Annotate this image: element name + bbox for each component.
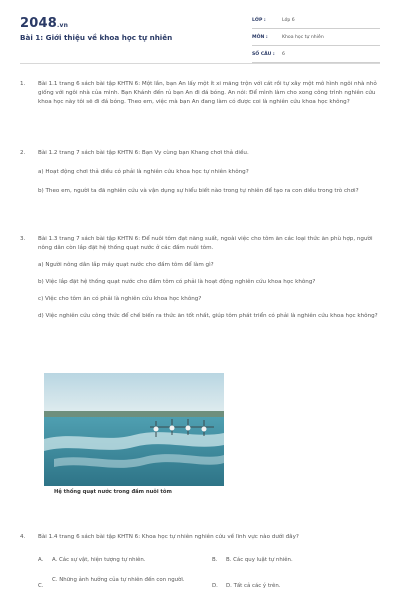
meta-value: Khoa học tự nhiên bbox=[282, 34, 324, 40]
question-text: Bài 1.4 trang 6 sách bài tập KHTN 6: Khoa học tự nhiên nghiên cứu về lĩnh vực nào dưới đây? bbox=[38, 534, 299, 540]
option-letter: A. bbox=[38, 557, 44, 563]
figure-caption: Hệ thống quạt nước trong đầm nuôi tôm bbox=[54, 489, 172, 495]
meta-value: 6 bbox=[282, 51, 285, 57]
meta-label: SỐ CÂU : bbox=[252, 51, 275, 57]
option-text: D. Tất cả các ý trên. bbox=[226, 583, 281, 589]
sub-question: b) Việc lắp đặt hệ thống quạt nước cho đầm tôm có phải là hoạt động nghiên cứu khoa học không? bbox=[38, 279, 316, 285]
question-text: Bài 1.2 trang 7 sách bài tập KHTN 6: Bạn Vy cùng bạn Khang chơi thả diều. bbox=[38, 150, 249, 156]
question-number: 1. bbox=[20, 81, 26, 87]
question-number: 3. bbox=[20, 236, 26, 242]
option-letter: C. bbox=[38, 583, 44, 589]
question-number: 2. bbox=[20, 150, 26, 156]
option-letter: D. bbox=[212, 583, 218, 589]
sub-question: b) Theo em, người ta đã nghiên cứu và vận dụng sự hiểu biết nào trong tự nhiên để tạo ra con diều trong trò chơi? bbox=[38, 188, 359, 194]
option-text: C. Những ảnh hưởng của tự nhiên đến con người. bbox=[52, 577, 185, 583]
meta-value: Lớp 6 bbox=[282, 17, 295, 23]
option-letter: B. bbox=[212, 557, 218, 563]
option-c[interactable] bbox=[38, 576, 198, 594]
shrimp-pond-photo bbox=[44, 373, 224, 486]
header-divider bbox=[20, 63, 380, 64]
option-text: A. Các sự vật, hiện tượng tự nhiên. bbox=[52, 557, 146, 563]
question-text: Bài 1.3 trang 7 sách bài tập KHTN 6: Để nuôi tôm đạt năng suất, ngoài việc cho tôm ăn các loại thức ăn phù hợp, người nông dân còn lắp đặt hệ thống quạt nước ở các đầm nuôi tôm. bbox=[38, 236, 373, 251]
meta-info bbox=[252, 12, 380, 63]
meta-label: LỚP : bbox=[252, 17, 266, 23]
sub-question: c) Việc cho tôm ăn có phải là nghiên cứu khoa học không? bbox=[38, 296, 202, 302]
lesson-title: Bài 1: Giới thiệu về khoa học tự nhiên bbox=[20, 33, 173, 42]
sub-question: a) Người nông dân lắp máy quạt nước cho đầm tôm để làm gì? bbox=[38, 262, 214, 268]
option-text: B. Các quy luật tự nhiên. bbox=[226, 557, 293, 563]
site-logo[interactable]: 2048.vn bbox=[20, 16, 69, 31]
shrimp-pond-figure bbox=[44, 373, 224, 507]
meta-row-count bbox=[252, 46, 380, 63]
meta-label: MÔN : bbox=[252, 34, 268, 40]
meta-row-subject bbox=[252, 29, 380, 46]
question-text: Bài 1.1 trang 6 sách bài tập KHTN 6: Một lần, bạn An lấy một ít xi măng trộn với cát rồi tự xây một mô hình ngôi nhà nhỏ giống với ngôi nhà của mình. Bạn Khánh đến rủ bạn An đi đá bóng. An nói: Để mình làm cho xong công trình nghiên cứu khoa học này tôi sẽ đi đá bóng. Theo em, việc mà bạn An đang làm có được coi là nghiên cứu khoa học không? bbox=[38, 81, 377, 105]
sub-question: a) Hoạt động chơi thả diều có phải là nghiên cứu khoa học tự nhiên không? bbox=[38, 169, 249, 175]
sub-question: d) Việc nghiên cứu công thức để chế biến ra thức ăn tốt nhất, giúp tôm phát triển có phải là nghiên cứu khoa học không? bbox=[38, 313, 378, 319]
meta-row-class bbox=[252, 12, 380, 29]
question-number: 4. bbox=[20, 534, 26, 540]
